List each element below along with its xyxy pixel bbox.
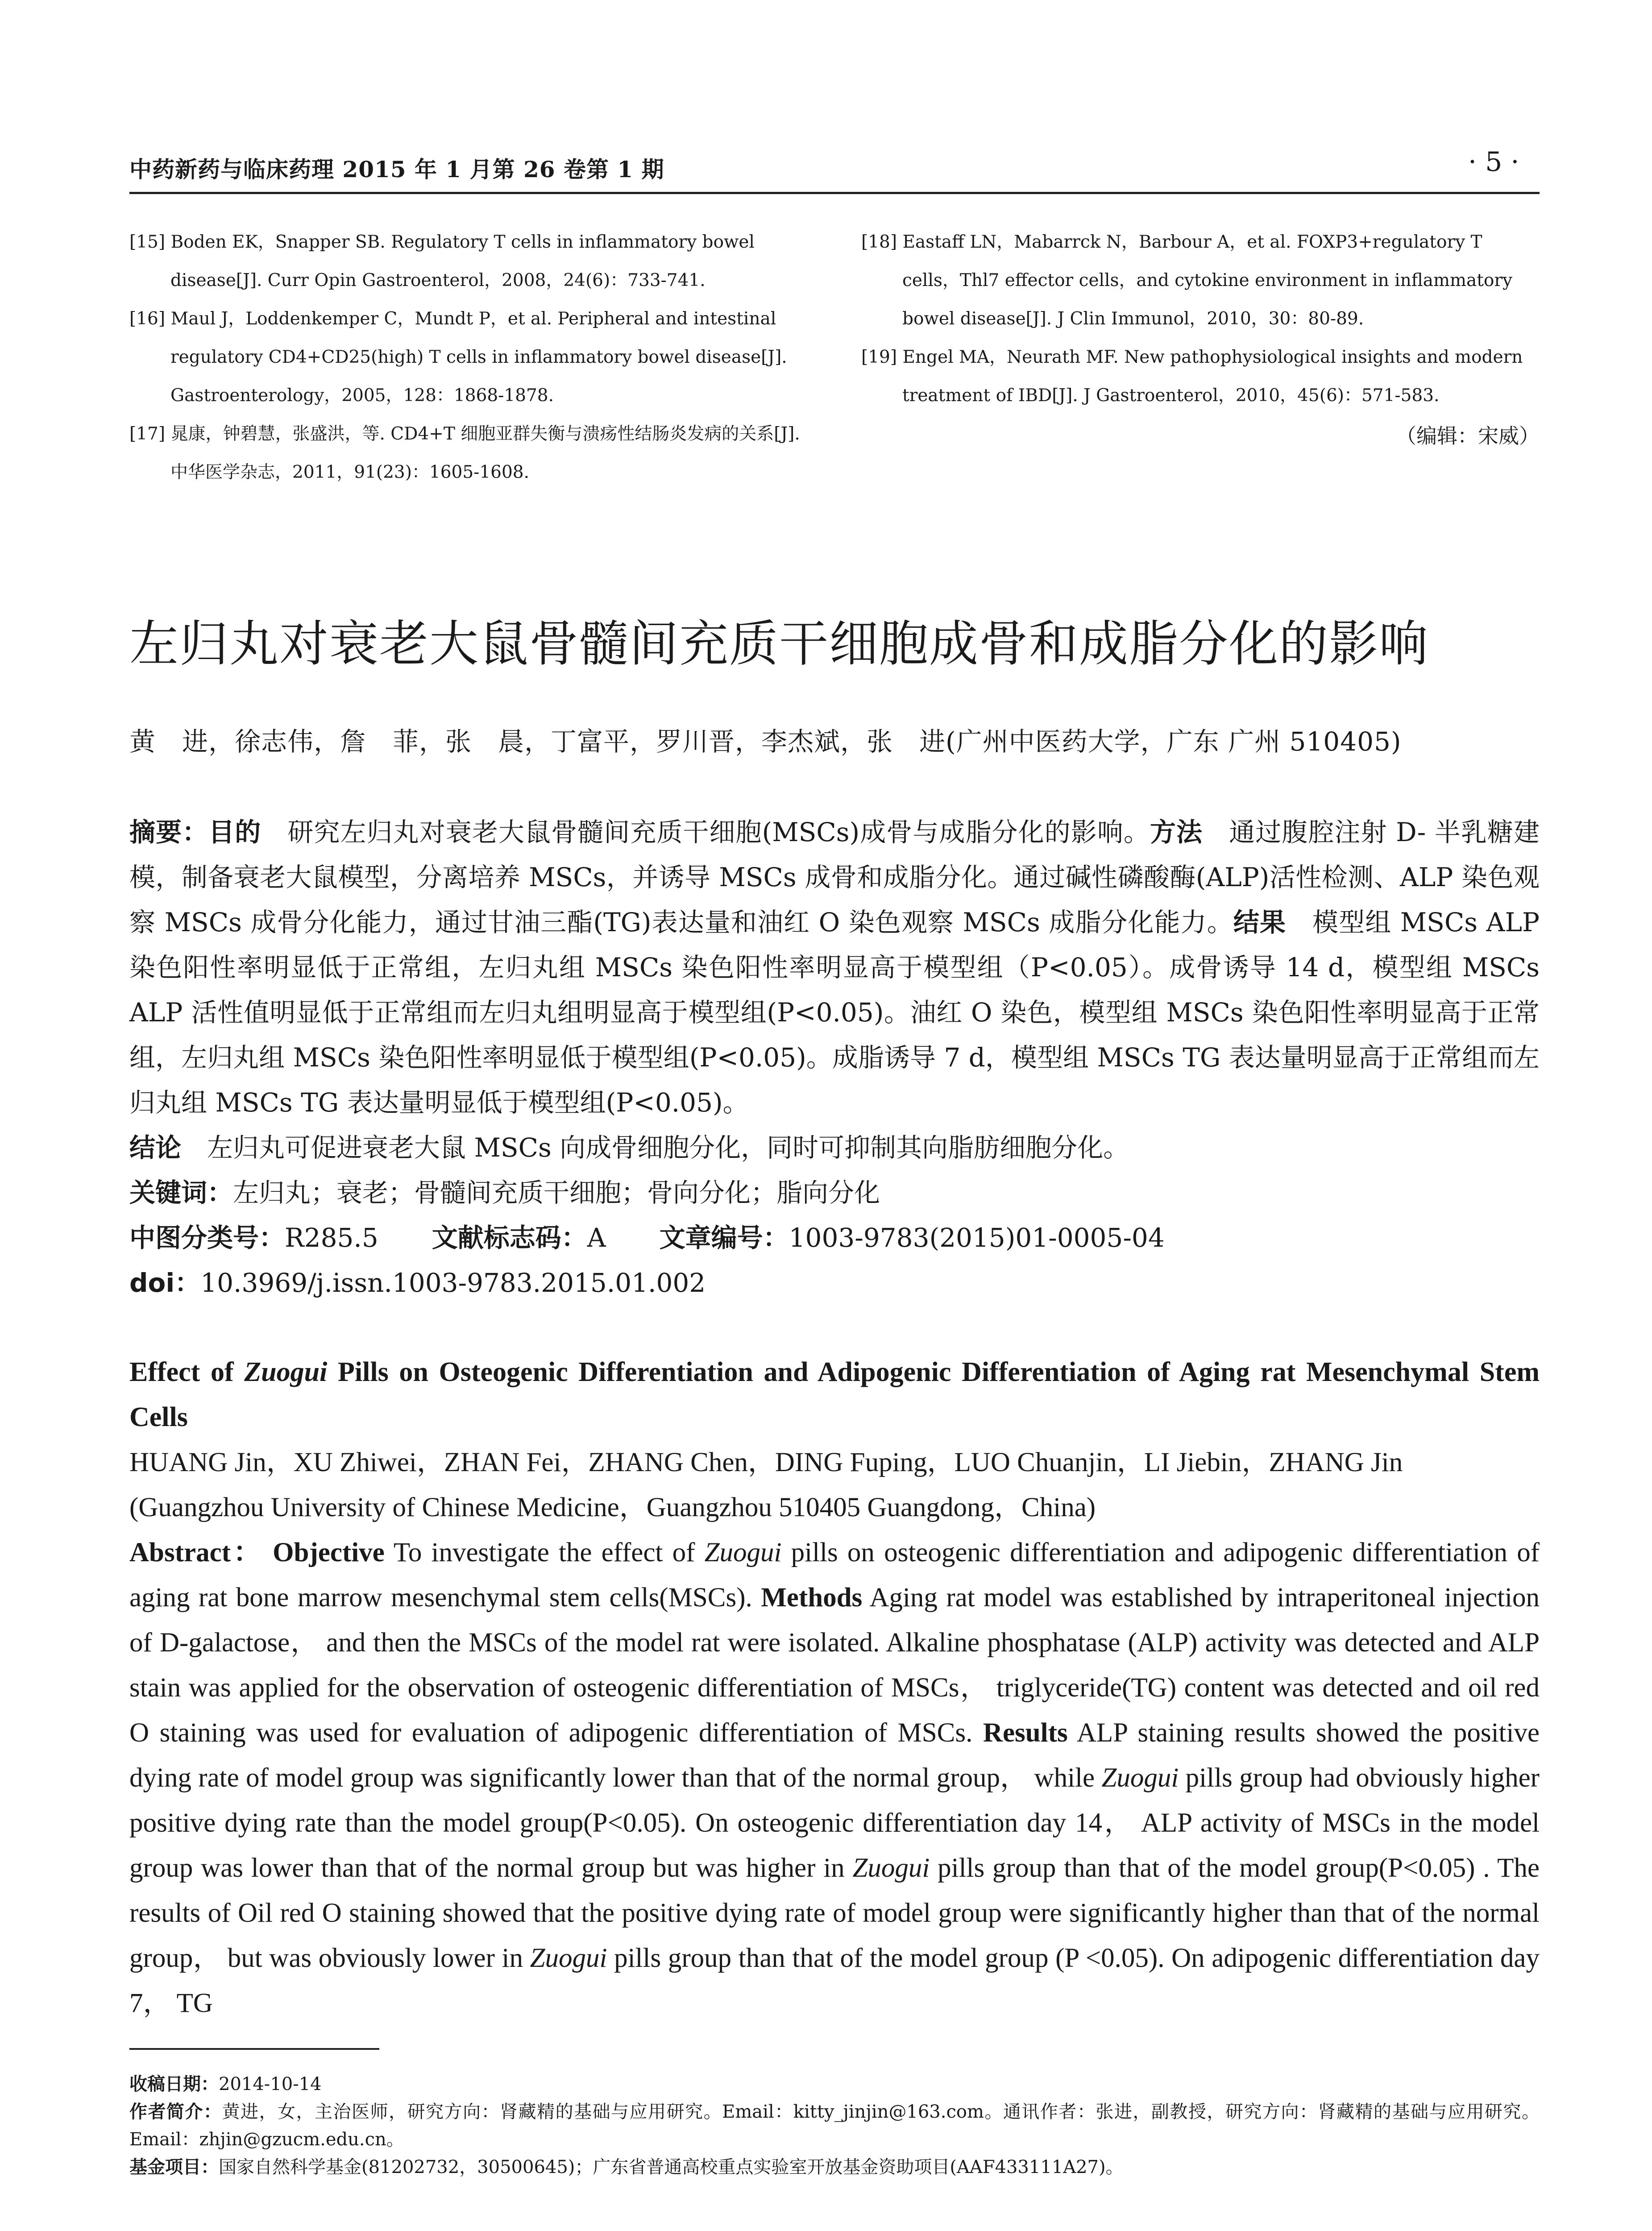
methods-label: 方法 xyxy=(1150,817,1203,847)
english-text: Aging rat model was established by intraperitoneal injection of D-galactose， and then the MSCs of the model rat were isolated. Alkaline phosphatase (ALP) activity was detected and ALP stain was applied for the observation of osteogenic differentiation of MSCs， triglyceride(TG) content was detected and oil red O staining was used for evaluation of adipogenic differentiation of MSCs. xyxy=(129,1583,1540,1748)
objective-text: 研究左归丸对衰老大鼠骨髓间充质干细胞(MSCs)成骨与成脂分化的影响。 xyxy=(261,817,1150,847)
article-no-label: 文章编号： xyxy=(659,1223,789,1253)
footnotes xyxy=(129,2070,1540,2181)
author-profile xyxy=(129,2098,1540,2153)
author-profile-text: 黄进，女，主治医师，研究方向：肾藏精的基础与应用研究。Email：kitty_jinjin@163.com。通讯作者：张进，副教授，研究方向：肾藏精的基础与应用研究。Email：zhjin@gzucm.edu.cn。 xyxy=(129,2102,1540,2150)
page-number: · 5 · xyxy=(1468,146,1519,178)
running-header: 中药新药与临床药理 2015 年 1 月第 26 卷第 1 期 xyxy=(129,156,664,182)
conclusion-cn xyxy=(129,1125,1540,1170)
english-text: ALP staining results showed the positive dying rate of model group was significantly lower than that of the normal group， while xyxy=(129,1718,1540,1793)
reference-item: [15] Boden EK，Snapper SB. Regulatory T cells in inflammatory bowel disease[J]. Curr Opin Gastroenterol，2008，24(6)：733-741. xyxy=(129,232,755,290)
authors-cn: 黄 进，徐志伟，詹 菲，张 晨，丁富平，罗川晋，李杰斌，张 进(广州中医药大学，广东 广州 510405) xyxy=(129,726,1402,757)
english-text: To investigate the effect of xyxy=(384,1538,705,1568)
zuogui-italic: Zuogui xyxy=(704,1538,782,1568)
doc-code-label: 文献标志码： xyxy=(432,1223,587,1253)
abstract-label: 摘要： xyxy=(129,817,209,847)
reference-item: [18] Eastaff LN，Mabarrck N，Barbour A，et al. FOXP3+regulatory T cells，Thl7 effector cells，and cytokine environment in inflammatory bowel disease[J]. J Clin Immunol，2010，30：80-89. xyxy=(861,232,1513,329)
english-methods-label: Methods xyxy=(761,1583,863,1613)
english-text: pills group than that of the model group(P<0.05) . The results of Oil red O staining showed that the positive dying rate of model group were significantly higher than that of the normal group， but was obviously lower in xyxy=(129,1853,1540,1973)
results-label: 结果 xyxy=(1233,907,1286,937)
reference-item: [17] 晁康，钟碧慧，张盛洪，等. CD4+T 细胞亚群失衡与溃疡性结肠炎发病的关系[J]. 中华医学杂志，2011，91(23)：1605-1608. xyxy=(129,424,800,482)
english-authors: HUANG Jin，XU Zhiwei，ZHAN Fei，ZHANG Chen，DING Fuping，LUO Chuanjin，LI Jiebin，ZHANG Jin xyxy=(129,1447,1403,1477)
clc-label: 中图分类号： xyxy=(129,1223,285,1253)
english-abstract-block xyxy=(129,1350,1540,2026)
english-affiliation: (Guangzhou University of Chinese Medicine，Guangzhou 510405 Guangdong，China) xyxy=(129,1493,1096,1522)
references-left-column xyxy=(129,223,810,492)
article-no-value: 1003-9783(2015)01-0005-04 xyxy=(789,1223,1165,1253)
doi-value: 10.3969/j.issn.1003-9783.2015.01.002 xyxy=(200,1268,706,1298)
english-results-label: Results xyxy=(983,1718,1068,1748)
english-title-italic: Zuogui xyxy=(244,1357,328,1387)
doi-line xyxy=(129,1261,1540,1306)
english-abstract-label: Abstract： xyxy=(129,1538,263,1568)
author-profile-label: 作者简介： xyxy=(129,2102,222,2122)
reference-item: [19] Engel MA，Neurath MF. New pathophysiological insights and modern treatment of IBD[J]. J Gastroenterol，2010，45(6)：571-583. xyxy=(861,347,1523,406)
keywords-label: 关键词： xyxy=(129,1178,233,1208)
doc-code-value: A xyxy=(587,1223,606,1253)
references-right-column xyxy=(861,223,1540,455)
received-date xyxy=(129,2070,1540,2098)
doi-label: doi： xyxy=(129,1268,201,1298)
english-abstract xyxy=(129,1530,1540,2026)
editor-note: （编辑：宋威） xyxy=(1396,424,1540,448)
english-text: pills group than that of the model group (P <0.05). On adipogenic differentiation day 7， TG xyxy=(129,1943,1540,2018)
objective-label: 目的 xyxy=(208,817,261,847)
english-text: pills group had obviously higher positive dying rate than the model group(P<0.05). On osteogenic differentiation day 14， ALP activity of MSCs in the model group was lower than that of the normal group but was higher in xyxy=(129,1763,1540,1883)
zuogui-italic: Zuogui xyxy=(1101,1763,1179,1793)
english-title-part: Pills on Osteogenic Differentiation and Adipogenic Differentiation of Aging rat Mesenchymal Stem Cells xyxy=(129,1357,1540,1432)
received-value: 2014-10-14 xyxy=(219,2074,322,2094)
methods-text: 通过腹腔注射 D- 半乳糖建模，制备衰老大鼠模型，分离培养 MSCs，并诱导 MSCs 成骨和成脂分化。通过碱性磷酸酶(ALP)活性检测、ALP 染色观察 MSCs 成骨分化能力，通过甘油三酯(TG)表达量和油红 O 染色观察 MSCs 成脂分化能力。 xyxy=(129,817,1540,937)
zuogui-italic: Zuogui xyxy=(530,1943,607,1973)
english-text: pills on osteogenic differentiation and adipogenic differentiation of aging rat bone marrow mesenchymal stem cells(MSCs). xyxy=(129,1538,1540,1613)
conclusion-text: 左归丸可促进衰老大鼠 MSCs 向成骨细胞分化，同时可抑制其向脂肪细胞分化。 xyxy=(181,1132,1129,1163)
english-title xyxy=(129,1350,1540,1440)
keywords-text: 左归丸；衰老；骨髓间充质干细胞；骨向分化；脂向分化 xyxy=(233,1178,880,1208)
clc-value: R285.5 xyxy=(285,1223,378,1253)
funding-text: 国家自然科学基金(81202732，30500645)；广东省普通高校重点实验室开放基金资助项目(AAF433111A27)。 xyxy=(219,2157,1124,2177)
classification-line xyxy=(129,1215,1540,1261)
funding-label: 基金项目： xyxy=(129,2157,219,2177)
chinese-abstract-block xyxy=(129,810,1540,1306)
english-objective-label: Objective xyxy=(273,1538,385,1568)
reference-item: [16] Maul J，Loddenkemper C，Mundt P，et al. Peripheral and intestinal regulatory CD4+CD25(high) T cells in inflammatory bowel disease[J]. Gastroenterology，2005，128：1868-1878. xyxy=(129,309,787,406)
funding xyxy=(129,2153,1540,2181)
zuogui-italic: Zuogui xyxy=(852,1853,930,1883)
received-label: 收稿日期： xyxy=(129,2074,219,2094)
header-rule xyxy=(129,192,1540,194)
footnote-rule xyxy=(129,2048,379,2050)
abstract-cn xyxy=(129,810,1540,1125)
results-text: 模型组 MSCs ALP 染色阳性率明显低于正常组，左归丸组 MSCs 染色阳性率明显高于模型组（P<0.05）。成骨诱导 14 d，模型组 MSCs ALP 活性值明显低于正常组而左归丸组明显高于模型组(P<0.05)。油红 O 染色，模型组 MSCs 染色阳性率明显高于正常组，左归丸组 MSCs 染色阳性率明显低于模型组(P<0.05)。成脂诱导 7 d，模型组 MSCs TG 表达量明显高于正常组而左归丸组 MSCs TG 表达量明显低于模型组(P<0.05)。 xyxy=(129,907,1540,1118)
article-title: 左归丸对衰老大鼠骨髓间充质干细胞成骨和成脂分化的影响 xyxy=(129,615,1429,672)
english-title-part: Effect of xyxy=(129,1357,245,1387)
conclusion-label: 结论 xyxy=(129,1132,182,1163)
keywords-line xyxy=(129,1170,1540,1215)
